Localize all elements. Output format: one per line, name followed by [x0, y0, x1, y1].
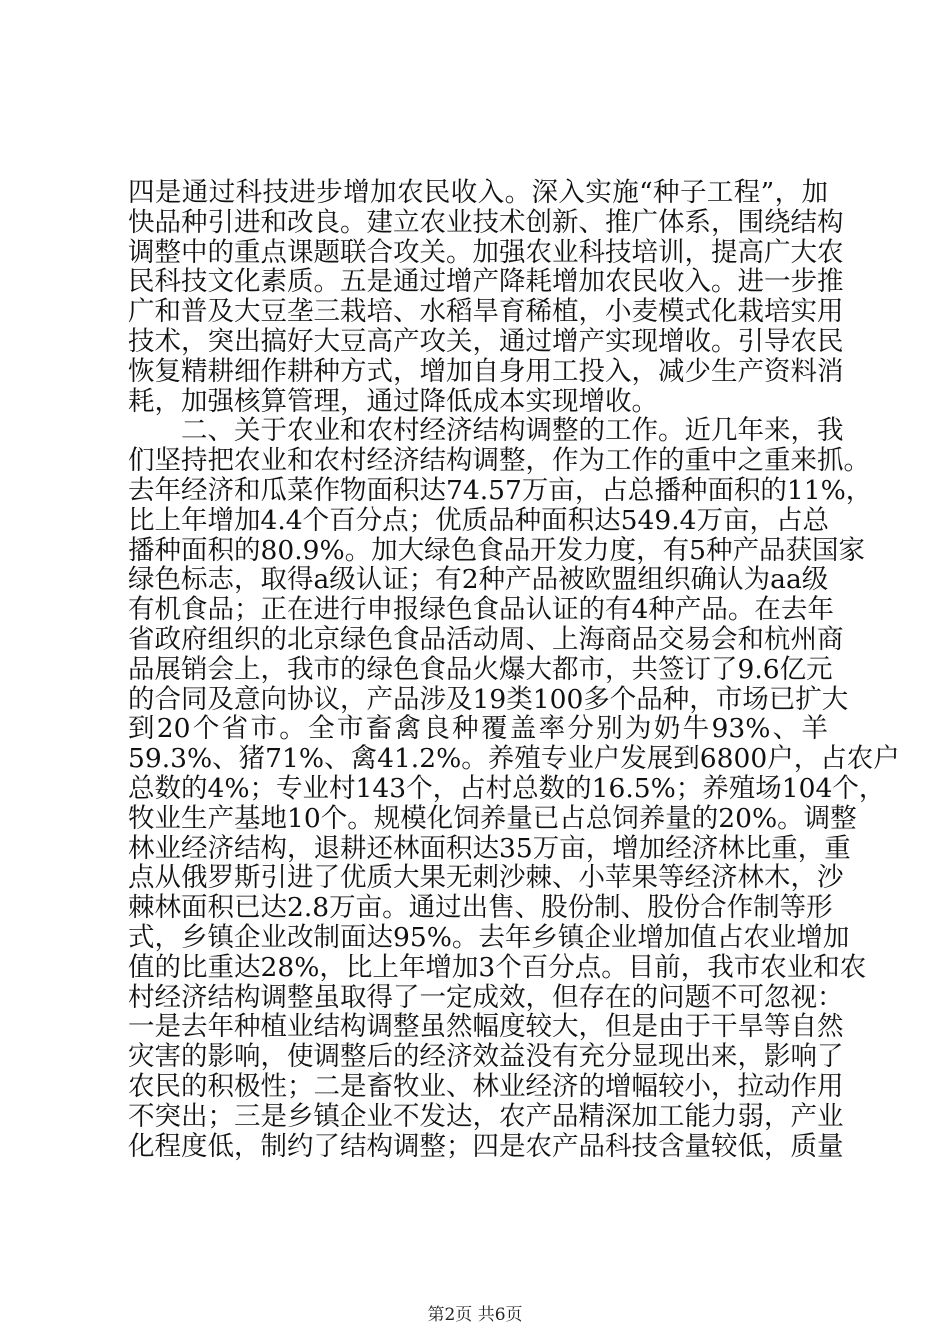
text-line: 值的比重达28%，比上年增加3个百分点。目前，我市农业和农	[128, 951, 867, 983]
text-line: 式，乡镇企业改制面达95%。去年乡镇企业增加值占农业增加	[128, 921, 850, 953]
text-line: 农民的积极性；二是畜牧业、林业经济的增幅较小，拉动作用	[128, 1070, 844, 1102]
text-line: 林业经济结构，退耕还林面积达35万亩，增加经济林比重，重	[128, 832, 851, 864]
text-line: 绿色标志，取得a级认证；有2种产品被欧盟组织确认为aa级	[128, 564, 829, 596]
text-line: 调整中的重点课题联合攻关。加强农业科技培训，提高广大农	[128, 236, 844, 268]
text-line: 省政府组织的北京绿色食品活动周、上海商品交易会和杭州商	[128, 623, 844, 655]
text-line: 四是通过科技进步增加农民收入。深入实施“种子工程”，加	[128, 177, 828, 208]
text-line: 不突出；三是乡镇企业不发达，农产品精深加工能力弱，产业	[128, 1100, 844, 1132]
text-line: 耗，加强核算管理，通过降低成本实现增收。	[128, 385, 658, 417]
text-line: 快品种引进和改良。建立农业技术创新、推广体系，围绕结构	[128, 206, 844, 238]
page-number-footer: 第2页 共6页	[427, 1305, 523, 1325]
text-line: 总数的4%；专业村143个，占村总数的16.5%；养殖场104个，	[128, 772, 886, 804]
text-line: 点从俄罗斯引进了优质大果无刺沙棘、小苹果等经济林木，沙	[128, 862, 844, 894]
text-line: 们坚持把农业和农村经济结构调整，作为工作的重中之重来抓。	[128, 445, 870, 477]
text-line: 棘林面积已达2.8万亩。通过出售、股份制、股份合作制等形	[128, 892, 833, 924]
text-line: 牧业生产基地10个。规模化饲养量已占总饲养量的20%。调整	[128, 802, 857, 834]
text-line: 一是去年种植业结构调整虽然幅度较大，但是由于干旱等自然	[128, 1011, 844, 1043]
text-line: 灾害的影响，使调整后的经济效益没有充分显现出来，影响了	[128, 1041, 844, 1073]
text-line: 去年经济和瓜菜作物面积达74.57万亩，占总播种面积的11%，	[128, 474, 873, 506]
text-line: 民科技文化素质。五是通过增产降耗增加农民收入。进一步推	[128, 266, 844, 298]
text-line: 恢复精耕细作耕种方式，增加自身用工投入，减少生产资料消	[128, 355, 844, 387]
text-line: 广和普及大豆垄三栽培、水稻旱育稀植，小麦模式化栽培实用	[128, 296, 844, 328]
text-line: 比上年增加4.4个百分点；优质品种面积达549.4万亩，占总	[128, 504, 830, 536]
text-line: 到20个省市。全市畜禽良种覆盖率分别为奶牛93%、羊	[128, 713, 828, 745]
text-line: 59.3%、猪71%、禽41.2%。养殖专业户发展到6800户，占农户	[128, 743, 900, 775]
body-text	[128, 177, 900, 1162]
text-line: 的合同及意向协议，产品涉及19类100多个品种，市场已扩大	[128, 683, 849, 715]
text-line-paragraph-start: 二、关于农业和农村经济结构调整的工作。近几年来，我	[181, 415, 844, 447]
text-line: 有机食品；正在进行申报绿色食品认证的有4种产品。在去年	[128, 594, 834, 626]
text-line: 播种面积的80.9%。加大绿色食品开发力度，有5种产品获国家	[128, 534, 866, 566]
text-line: 化程度低，制约了结构调整；四是农产品科技含量较低，质量	[128, 1130, 844, 1162]
text-line: 技术，突出搞好大豆高产攻关，通过增产实现增收。引导农民	[128, 325, 844, 357]
text-line: 品展销会上，我市的绿色食品火爆大都市，共签订了9.6亿元	[128, 653, 833, 685]
text-line: 村经济结构调整虽取得了一定成效，但存在的问题不可忽视：	[128, 981, 844, 1013]
